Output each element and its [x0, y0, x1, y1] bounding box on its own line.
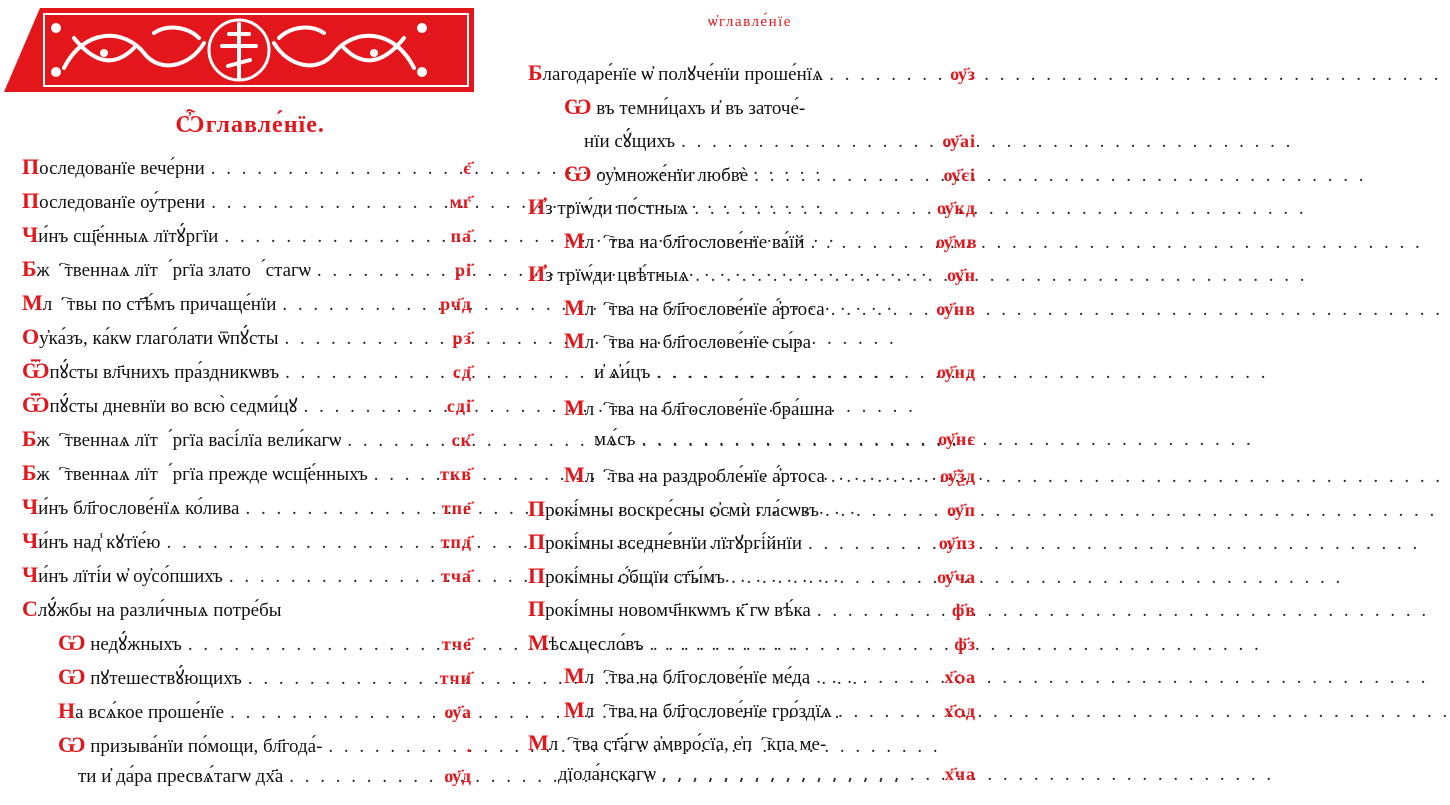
toc-entry: [528, 496, 976, 528]
toc-entry: [22, 392, 472, 424]
page-number: ѹ҃ѯд: [940, 466, 976, 486]
dot-leader: [829, 64, 930, 86]
page-number: ѹ҃пз: [938, 533, 976, 553]
toc-entry: [528, 60, 976, 92]
toc-entry-text: мѧ́съ: [594, 428, 636, 450]
page-number: ѹ҃з: [950, 64, 976, 84]
toc-entry: [58, 630, 472, 662]
toc-entry-text: и́нъ лїті́и ѡ҆ оу҆со́пшихъ: [38, 566, 223, 587]
toc-entry: [58, 664, 472, 696]
red-initial: М: [564, 462, 585, 487]
toc-entry-title: [564, 295, 825, 321]
page-number: ѹ҃нд: [936, 361, 976, 382]
red-initial: М: [564, 328, 585, 353]
page-number: сд҃: [452, 362, 472, 382]
toc-entry: [528, 529, 976, 561]
toc-entry: [594, 429, 976, 461]
dot-leader: [229, 566, 426, 588]
toc-entry-text: лꙋ́жбы на разли́чныѧ потре́бы: [37, 600, 282, 621]
toc-entry-title: [564, 328, 811, 354]
dot-leader: [811, 232, 931, 254]
toc-entry-title: [22, 494, 239, 520]
dot-leader: [245, 498, 426, 520]
toc-entry-text: пꙋтешествꙋ́ющихъ: [85, 668, 242, 689]
page-number: рз҃: [452, 328, 472, 348]
toc-title: Ѽглавле́нїе.: [175, 112, 325, 138]
toc-entry-title: [564, 663, 810, 689]
red-initial: Ч: [22, 494, 39, 519]
toc-entry-title: [528, 60, 823, 86]
dot-leader: [224, 226, 426, 248]
toc-entry-title: [564, 395, 833, 421]
toc-entry: [528, 596, 976, 628]
red-initial: И҆: [528, 194, 546, 219]
toc-entry: [22, 494, 472, 526]
page-number: тпе҃: [441, 498, 472, 518]
toc-entry-text: лⷭ҇тва на бл҃гослове́нїе а҆́ртоса: [584, 298, 825, 320]
toc-entry: [564, 161, 976, 193]
red-initial: П: [22, 188, 40, 213]
dot-leader: [642, 429, 931, 451]
red-initial: Ѡ: [58, 664, 86, 689]
toc-entry: [22, 528, 472, 560]
toc-entry-title: [22, 392, 298, 418]
toc-entry-title: [528, 630, 644, 656]
page-number: ѹ҃кд: [936, 198, 976, 218]
toc-entry-title: [564, 462, 825, 488]
page-number: рч҃д: [440, 294, 472, 314]
toc-entry-title: [528, 730, 826, 756]
toc-entry: [22, 358, 472, 390]
toc-entry-text: лⷭ҇тва на раздробле́нїе а҆́ртоса: [584, 466, 825, 487]
page-number: .: [466, 736, 472, 756]
toc-entry: [22, 222, 472, 254]
page-number: тчи҃: [439, 668, 472, 688]
toc-entry: [564, 663, 976, 695]
red-initial: Б: [528, 60, 543, 85]
red-initial: М: [528, 629, 549, 655]
red-initial: П: [22, 154, 40, 179]
dot-leader: [230, 702, 426, 724]
dot-leader: [825, 500, 930, 522]
toc-entry-text: з трїѡ́ди цвѣ́тныѧ: [545, 265, 690, 286]
toc-entry-text: недꙋ́жныхъ: [85, 634, 182, 655]
toc-entry-title: [22, 256, 311, 282]
toc-entry: [22, 188, 472, 220]
toc-entry-title: [564, 697, 832, 723]
toc-entry: [528, 730, 976, 762]
toc-entry-text: жⷭ҇твеннаѧ лїтꙋ́ргїа прежде ѡсщ҃е́нныхъ: [36, 464, 368, 485]
toc-entry-text: въ темни́цахъ и҆ въ заточе́-: [591, 97, 806, 119]
page-number: ф҃в: [951, 600, 976, 620]
toc-entry-title: [528, 496, 819, 522]
toc-entry-title: [528, 529, 802, 555]
toc-entry-title: [22, 562, 223, 588]
toc-entry: [58, 732, 472, 764]
toc-entry-text: оследованїе вече́рни: [39, 158, 205, 179]
dot-leader: [656, 362, 930, 384]
toc-entry-title: [22, 222, 218, 248]
toc-entry: [528, 630, 976, 662]
page-number: ѹ҃мв: [936, 231, 978, 252]
red-initial: М: [564, 227, 585, 253]
dot-leader: [695, 265, 930, 287]
toc-entry-title: [22, 358, 279, 384]
toc-entry-title: [594, 362, 650, 384]
toc-entry-title: [78, 766, 283, 788]
toc-entry: [564, 697, 976, 729]
toc-entry-text: жⷭ҇твеннаѧ лїтꙋ́ргїа златоꙋ́стагѡ: [36, 260, 311, 281]
toc-entry-text: а всѧ́кое проше́нїе: [75, 702, 225, 723]
toc-entry: [564, 462, 976, 494]
dot-leader: [188, 634, 426, 656]
toc-entry: [22, 256, 472, 288]
red-initial: П: [528, 562, 546, 588]
page-number: х҃ѻд: [944, 700, 976, 721]
red-initial: Б: [22, 256, 37, 281]
toc-entry-title: [594, 429, 636, 451]
dot-leader: [838, 701, 930, 723]
dot-leader: [694, 198, 930, 220]
page-number: ѹ҃аі: [942, 131, 976, 151]
page-number: ткв҃: [440, 464, 472, 484]
toc-entry-title: [528, 261, 689, 287]
toc-entry-title: [22, 290, 276, 316]
page-number: тпд҃: [440, 532, 472, 552]
red-initial: Ѡ: [58, 630, 86, 655]
left-page: [0, 0, 500, 805]
red-initial: П: [528, 495, 546, 521]
page-number: мг҃: [449, 192, 472, 212]
toc-entry-text: рокі́мны ѻ҆́бщїи ст҃ы́мъ: [545, 566, 725, 588]
page-number: ѹ҃ча: [937, 566, 976, 587]
red-initial: Б: [22, 426, 37, 451]
page-number: ѹ҃п: [947, 499, 976, 520]
page-number: па҃: [450, 226, 472, 246]
toc-entry-text: лⷭ҇тва на бл҃гослове́нїе ва́їй: [584, 231, 805, 253]
red-initial: О: [22, 324, 40, 349]
toc-entry-text: лагодаре́нїе ѡ҆ полꙋче́нїи проше́нїѧ: [542, 64, 824, 85]
toc-entry: [528, 563, 976, 595]
red-initial: С: [22, 596, 38, 621]
toc-entry-title: [22, 324, 278, 350]
red-initial: Ч: [22, 222, 39, 247]
toc-entry-text: з трїѡ́ди по́стныѧ: [545, 198, 689, 219]
toc-entry-title: [58, 664, 242, 690]
toc-entry-text: у҆ка́зъ, ка́кѡ глаго́лати ѿпꙋ́сты: [39, 328, 279, 349]
toc-entry-text: рокі́мны вседне́внїи лїтꙋргі́йнїи: [545, 533, 802, 554]
toc-entry-title: [22, 154, 205, 180]
toc-entry: [58, 698, 472, 730]
toc-entry-text: ти и҆ да́ра пресвѧ́тагѡ дх҃а: [78, 766, 284, 787]
page-number: ѹ҃нє: [938, 428, 976, 449]
dot-leader: [374, 464, 426, 486]
toc-entry-text: дїола́нскагѡ: [558, 763, 656, 785]
toc-entry: [78, 766, 472, 798]
dot-leader: [754, 165, 930, 187]
toc-entry: [22, 324, 472, 356]
dot-leader: [211, 158, 426, 180]
red-initial: М: [564, 395, 585, 420]
toc-entry-title: [22, 426, 341, 452]
toc-entry-title: [58, 732, 322, 758]
toc-entry-text: лⷭ҇тва на бл҃гослове́нїе гро́здїѧ: [584, 700, 832, 722]
red-initial: П: [528, 529, 546, 554]
red-initial: Ѡ: [564, 160, 592, 186]
toc-entry-title: [528, 596, 811, 622]
dot-leader: [284, 328, 426, 350]
toc-entry-title: [58, 698, 224, 724]
toc-entry: [22, 562, 472, 594]
toc-entry-title: [564, 161, 748, 187]
toc-entry-text: лⷭ҇тва на бл҃гослове́нїе сы́ра: [584, 332, 812, 353]
red-initial: Ѡ: [58, 732, 86, 757]
right-page: [500, 0, 1000, 805]
dot-leader: [808, 533, 930, 555]
page-number: ѹ҃а: [444, 702, 472, 722]
toc-entry-text: лⷭ҇тва на бл҃гослове́нїе бра́шна: [584, 399, 833, 420]
toc-entry-text: оу҆множе́нїи любвѐ: [591, 164, 749, 186]
toc-entry-text: лⷭ҇тва ст҃а́гѡ а҆мвро́сїа, е҆пⷭ҇кпа ме-: [548, 734, 827, 755]
red-initial: Ѡ: [564, 93, 592, 119]
red-initial: Ч: [22, 562, 39, 587]
running-head: ѡ҆главле́нїе: [708, 14, 792, 30]
red-initial: Ч: [22, 528, 39, 553]
toc-entry-text: жⷭ҇твеннаѧ лїтꙋ́ргїа васі́лїа вели́кагѡ: [36, 430, 342, 451]
toc-entry-text: нїи сꙋ́щихъ: [584, 131, 676, 152]
red-initial: М: [564, 696, 585, 722]
red-initial: Ѿ: [22, 392, 50, 417]
toc-entry-title: [528, 563, 725, 589]
dot-leader: [662, 764, 930, 786]
dot-leader: [328, 736, 426, 758]
toc-entry-text: ѣсѧцесло́въ: [548, 633, 644, 655]
toc-entry: [22, 290, 472, 322]
toc-entry: [22, 426, 472, 458]
dot-leader: [285, 362, 426, 384]
page-number: сді҃: [446, 396, 472, 416]
toc-entry-title: [22, 528, 160, 554]
dot-leader: [347, 430, 426, 452]
toc-entry: [528, 194, 976, 226]
dot-leader: [831, 299, 930, 321]
dot-leader: [650, 634, 930, 656]
page-number: тче҃: [442, 634, 472, 654]
toc-entry-text: лⷭ҇тва на бл҃гослове́нїе ме́да: [584, 667, 811, 688]
toc-entry: [564, 295, 976, 327]
toc-entry-text: и́нъ бл҃гослове́нїѧ ко́лива: [38, 498, 240, 519]
dot-leader: [282, 294, 426, 316]
red-initial: Н: [58, 698, 76, 723]
page-number: рі҃: [454, 260, 472, 280]
dot-leader: [166, 532, 426, 554]
toc-entry: [584, 127, 976, 159]
toc-entry-title: [22, 460, 368, 486]
page-number: ск҃: [451, 430, 472, 450]
toc-entry-title: [564, 94, 805, 120]
toc-entry: [22, 596, 472, 628]
dot-leader: [731, 567, 930, 589]
page-number: х҃ча: [944, 763, 976, 784]
page-number: тча҃: [441, 566, 472, 586]
toc-entry-text: и҆ ѧ҆и́цъ: [594, 361, 651, 383]
toc-entry-text: рокі́мны воскре́сны ѻ҆смѝ гла́сѡвъ: [545, 499, 820, 521]
dot-leader: [317, 260, 426, 282]
toc-entry-text: лⷭ҇твы по ст҃ѣ́мъ причаще́нїи: [42, 294, 277, 315]
red-initial: М: [564, 294, 585, 320]
toc-entry-text: пꙋ́сты вл҃чнихъ пра́здникѡвъ: [49, 362, 280, 383]
dot-leader: [816, 667, 930, 689]
toc-entry: [564, 94, 976, 126]
page-number: х҃ѻа: [944, 667, 976, 687]
red-initial: М: [22, 290, 43, 315]
dot-leader: [248, 668, 426, 690]
toc-entry-text: и́нъ над̾ кꙋтїе́ю: [38, 532, 161, 553]
toc-entry: [558, 764, 976, 796]
red-initial: М: [528, 730, 549, 755]
toc-entry-text: и́нъ сщ҃е́нныѧ лїтꙋ́ргїи: [38, 226, 219, 247]
toc-entry: [594, 362, 976, 394]
red-initial: И҆: [528, 261, 546, 286]
toc-entry-title: [22, 596, 282, 622]
toc-entry: [564, 228, 976, 260]
page-number: ф҃з: [954, 633, 976, 654]
page-number: ѹ҃нв: [936, 298, 976, 319]
toc-entry: [22, 460, 472, 492]
page-number: ѹ҃д: [444, 766, 472, 786]
dot-leader: [817, 600, 930, 622]
toc-entry: [22, 154, 472, 186]
toc-entry: [564, 328, 976, 360]
ornament-header: [4, 8, 474, 92]
page-number: є҃: [463, 158, 472, 178]
toc-entry: [564, 395, 976, 427]
toc-entry-title: [584, 127, 675, 153]
red-initial: П: [528, 596, 546, 621]
toc-entry-text: призыва́нїи по́мощи, бл҃года́-: [85, 736, 323, 757]
toc-entry-text: оследованїе оу́трени: [39, 192, 206, 213]
toc-entry-title: [22, 188, 205, 214]
dot-leader: [289, 766, 426, 788]
toc-entry-text: пꙋ́сты дневнїи во всю̀ седми́цꙋ: [49, 396, 298, 417]
dot-leader: [211, 192, 426, 214]
toc-entry-title: [528, 194, 688, 220]
page-number: ѹ҃єі: [943, 164, 976, 185]
dot-leader: [681, 131, 930, 153]
toc-entry-title: [564, 228, 805, 254]
dot-leader: [831, 466, 930, 488]
red-initial: Б: [22, 460, 37, 485]
toc-entry-text: рокі́мны новомч҃нкѡмъ к҃ гѡ вѣ́ка: [545, 600, 811, 621]
toc-entry-title: [558, 764, 656, 786]
red-initial: Ѿ: [22, 358, 50, 383]
toc-entry: [528, 261, 976, 293]
toc-entry-title: [58, 630, 182, 656]
dot-leader: [304, 396, 426, 418]
page-number: ѹ҃н: [947, 265, 976, 285]
red-initial: М: [564, 663, 585, 688]
